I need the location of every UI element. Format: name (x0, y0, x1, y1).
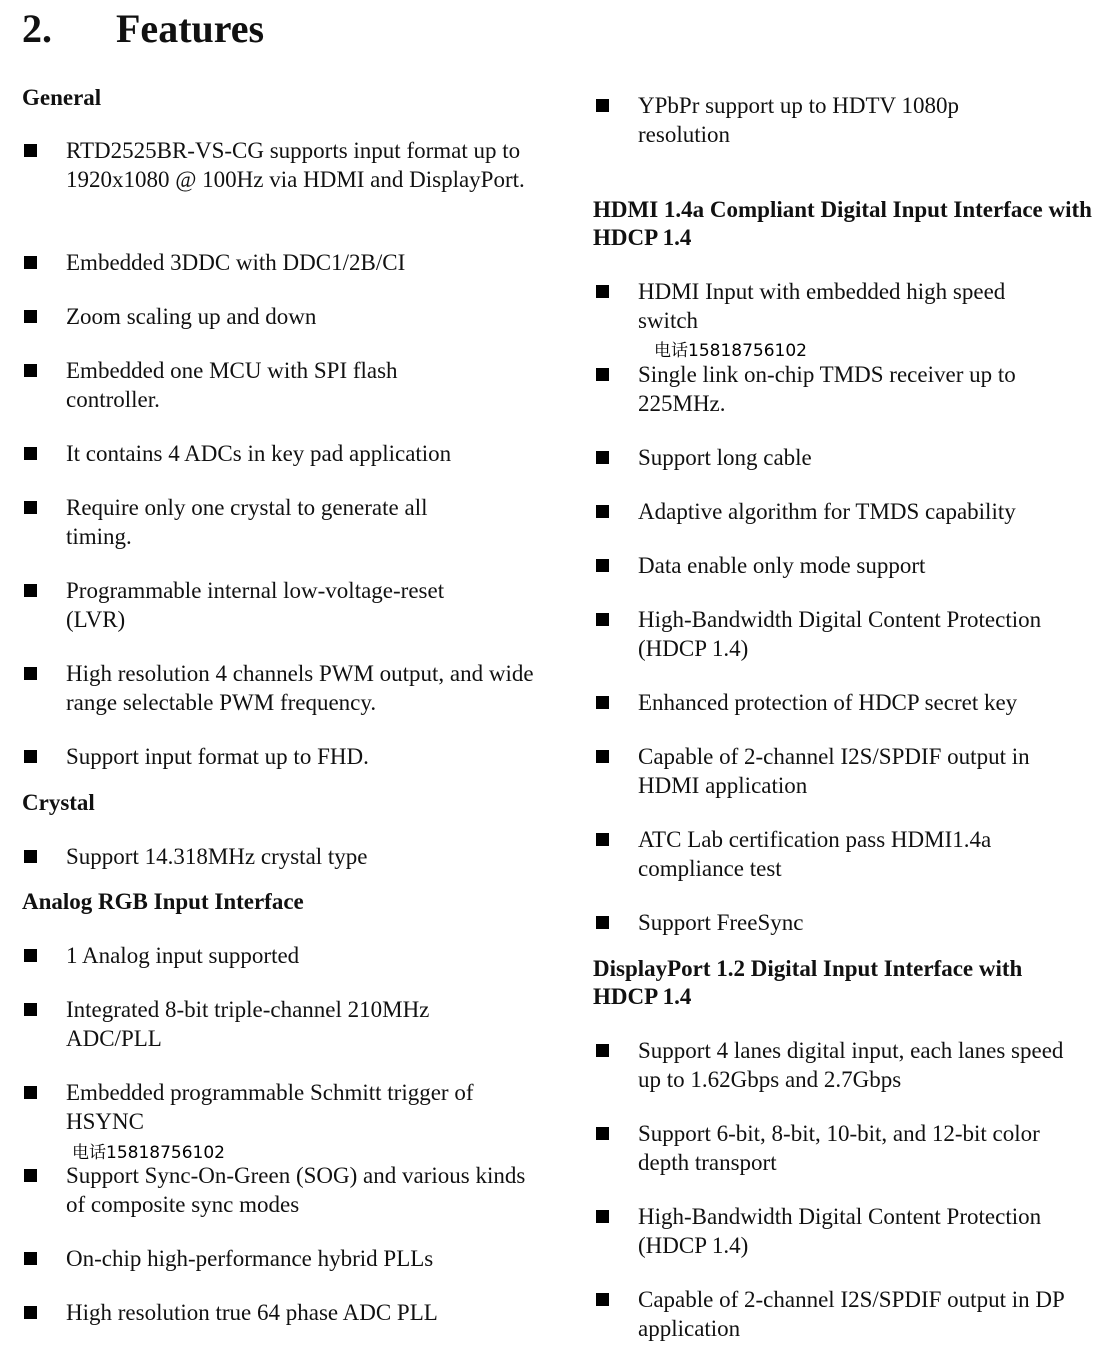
bullet-icon (24, 310, 37, 323)
list-item: Support Sync-On-Green (SOG) and various kinds of composite sync modes (66, 1161, 536, 1219)
list-item: Support FreeSync (638, 908, 1088, 937)
bullet-icon (24, 364, 37, 377)
bullet-icon (596, 559, 609, 572)
list-item: Capable of 2-channel I2S/SPDIF output in DP application (638, 1285, 1088, 1343)
page-heading (22, 4, 264, 54)
bullet-icon (596, 368, 609, 381)
section-title-general: General (22, 85, 102, 110)
bullet-icon (24, 256, 37, 269)
list-item: Data enable only mode support (638, 551, 1088, 580)
bullet-icon (596, 696, 609, 709)
list-item: RTD2525BR-VS-CG supports input format up to 1920x1080 @ 100Hz via HDMI and DisplayPort. (66, 136, 536, 194)
list-item: Programmable internal low-voltage-reset (LVR) (66, 576, 506, 634)
section-title-analog: Analog RGB Input Interface (22, 889, 304, 914)
list-item: HDMI Input with embedded high speed switch (638, 277, 1058, 335)
list-item: Support long cable (638, 443, 1088, 472)
list-item: Embedded one MCU with SPI flash controller. (66, 356, 466, 414)
bullet-icon (24, 144, 37, 157)
bullet-icon (596, 1210, 609, 1223)
list-item: High-Bandwidth Digital Content Protection (HDCP 1.4) (638, 1202, 1093, 1260)
bullet-icon (596, 916, 609, 929)
bullet-icon (24, 1086, 37, 1099)
list-item: High resolution 4 channels PWM output, and wide range selectable PWM frequency. (66, 659, 536, 717)
heading-number: 2. (22, 6, 52, 51)
list-item: Enhanced protection of HDCP secret key (638, 688, 1093, 717)
bullet-icon (596, 505, 609, 518)
list-item: Single link on-chip TMDS receiver up to 225MHz. (638, 360, 1078, 418)
list-item: Support 4 lanes digital input, each lanes speed up to 1.62Gbps and 2.7Gbps (638, 1036, 1088, 1094)
list-item: YPbPr support up to HDTV 1080p resolution (638, 91, 1038, 149)
bullet-icon (596, 451, 609, 464)
bullet-icon (596, 285, 609, 298)
bullet-icon (596, 1044, 609, 1057)
bullet-icon (24, 447, 37, 460)
bullet-icon (24, 1306, 37, 1319)
list-item: Require only one crystal to generate all timing. (66, 493, 486, 551)
bullet-icon (596, 833, 609, 846)
bullet-icon (24, 1003, 37, 1016)
bullet-icon (24, 949, 37, 962)
list-item: Support 14.318MHz crystal type (66, 842, 536, 871)
list-item: Support 6-bit, 8-bit, 10-bit, and 12-bit color depth transport (638, 1119, 1088, 1177)
bullet-icon (24, 1252, 37, 1265)
bullet-icon (24, 750, 37, 763)
list-item: ATC Lab certification pass HDMI1.4a compliance test (638, 825, 1058, 883)
list-item: Adaptive algorithm for TMDS capability (638, 497, 1088, 526)
bullet-icon (596, 750, 609, 763)
watermark-phone: 电话15818756102 (72, 1143, 225, 1163)
list-item: Embedded programmable Schmitt trigger of HSYNC (66, 1078, 536, 1136)
list-item: It contains 4 ADCs in key pad application (66, 439, 536, 468)
list-item: On-chip high-performance hybrid PLLs (66, 1244, 536, 1273)
bullet-icon (596, 99, 609, 112)
bullet-icon (24, 1169, 37, 1182)
list-item: 1 Analog input supported (66, 941, 536, 970)
list-item: Embedded 3DDC with DDC1/2B/CI (66, 248, 536, 277)
watermark-phone: 电话15818756102 (654, 341, 807, 361)
list-item: Support input format up to FHD. (66, 742, 536, 771)
bullet-icon (596, 1127, 609, 1140)
list-item: Integrated 8-bit triple-channel 210MHz ADC/PLL (66, 995, 486, 1053)
list-item: High resolution true 64 phase ADC PLL (66, 1298, 536, 1327)
section-title-hdmi: HDMI 1.4a Compliant Digital Input Interface with HDCP 1.4 (593, 197, 1092, 250)
bullet-icon (24, 584, 37, 597)
bullet-icon (24, 667, 37, 680)
list-item: High-Bandwidth Digital Content Protection (HDCP 1.4) (638, 605, 1093, 663)
section-title-displayport: DisplayPort 1.2 Digital Input Interface with HDCP 1.4 (593, 956, 1023, 1009)
list-item: Zoom scaling up and down (66, 302, 536, 331)
bullet-icon (596, 613, 609, 626)
heading-title: Features (116, 6, 265, 51)
bullet-icon (596, 1293, 609, 1306)
bullet-icon (24, 850, 37, 863)
list-item: Capable of 2-channel I2S/SPDIF output in HDMI application (638, 742, 1088, 800)
bullet-icon (24, 501, 37, 514)
section-title-crystal: Crystal (22, 790, 95, 815)
